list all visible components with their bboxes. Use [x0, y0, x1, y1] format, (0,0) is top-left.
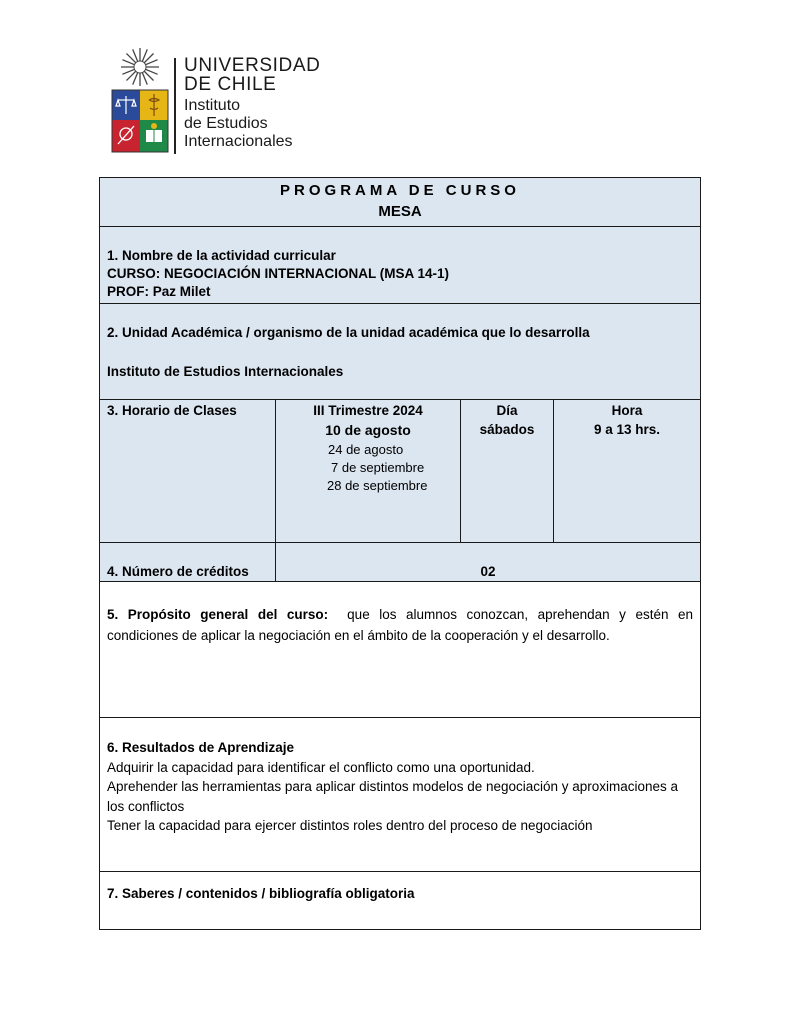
learning-outcome: Adquirir la capacidad para identificar el conflicto como una oportunidad.: [107, 759, 535, 775]
section-general-purpose: [99, 581, 701, 718]
section-heading: 4. Número de créditos: [107, 564, 249, 579]
section-heading: 2. Unidad Académica / organismo de la unidad académica que lo desarrolla: [107, 325, 590, 340]
logo-divider: [174, 58, 176, 154]
hour-label: Hora: [611, 403, 643, 418]
day-value: sábados: [479, 422, 535, 437]
schedule-day-cell: [460, 399, 554, 543]
institute-name-line: Instituto: [184, 97, 241, 114]
institute-name: [184, 97, 293, 151]
university-name-line: UNIVERSIDAD: [184, 55, 321, 76]
university-name: [184, 56, 320, 94]
professor-name: PROF: Paz Milet: [107, 284, 211, 299]
hour-value: 9 a 13 hrs.: [593, 422, 661, 437]
credits-heading-cell: [99, 542, 276, 582]
learning-outcome: Aprehender las herramientas para aplicar distintos modelos de negociación y aproximaciones a los conflictos: [107, 779, 679, 814]
document-subtitle: MESA: [378, 203, 422, 220]
class-date: 28 de septiembre: [327, 478, 428, 493]
document-title: PROGRAMA DE CURSO: [280, 182, 520, 199]
class-date: 24 de agosto: [328, 442, 404, 457]
section-heading: 3. Horario de Clases: [107, 403, 237, 418]
term-label: III Trimestre 2024: [313, 403, 423, 418]
section-academic-unit: [99, 303, 701, 400]
coat-of-arms-icon: [108, 46, 172, 158]
learning-outcome: Tener la capacidad para ejercer distintos roles dentro del proceso de negociación: [107, 818, 593, 833]
section-heading: 7. Saberes / contenidos / bibliografía obligatoria: [107, 886, 415, 901]
academic-unit-name: Instituto de Estudios Internacionales: [107, 364, 344, 379]
schedule-heading-cell: [99, 399, 276, 543]
day-label: Día: [496, 403, 518, 418]
university-logo: [108, 46, 338, 158]
credits-value-cell: [275, 542, 701, 582]
course-program-table: [99, 177, 701, 930]
section-heading: 1. Nombre de la actividad curricular: [107, 248, 336, 263]
institute-name-line: de Estudios: [184, 115, 268, 132]
section-contents: [99, 871, 701, 930]
credits-value: 02: [480, 564, 496, 579]
purpose-text: que los alumnos conozcan, aprehendan y estén en condiciones de aplicar la negociación en el ámbito de la cooperación y el desarrollo.: [107, 607, 694, 643]
section-heading: 6. Resultados de Aprendizaje: [107, 740, 295, 755]
university-name-line: DE CHILE: [184, 74, 277, 95]
section-heading: 5. Propósito general del curso:: [107, 607, 329, 622]
title-cell: [99, 177, 701, 227]
schedule-hour-cell: [553, 399, 701, 543]
class-date: 7 de septiembre: [331, 460, 425, 475]
institute-name-line: Internacionales: [184, 133, 293, 150]
purpose-paragraph: [107, 604, 693, 646]
schedule-dates-cell: [275, 399, 461, 543]
first-date: 10 de agosto: [325, 422, 411, 438]
section-activity-name: [99, 226, 701, 304]
course-name: CURSO: NEGOCIACIÓN INTERNACIONAL (MSA 14-1): [107, 266, 450, 281]
section-learning-outcomes: [99, 717, 701, 872]
